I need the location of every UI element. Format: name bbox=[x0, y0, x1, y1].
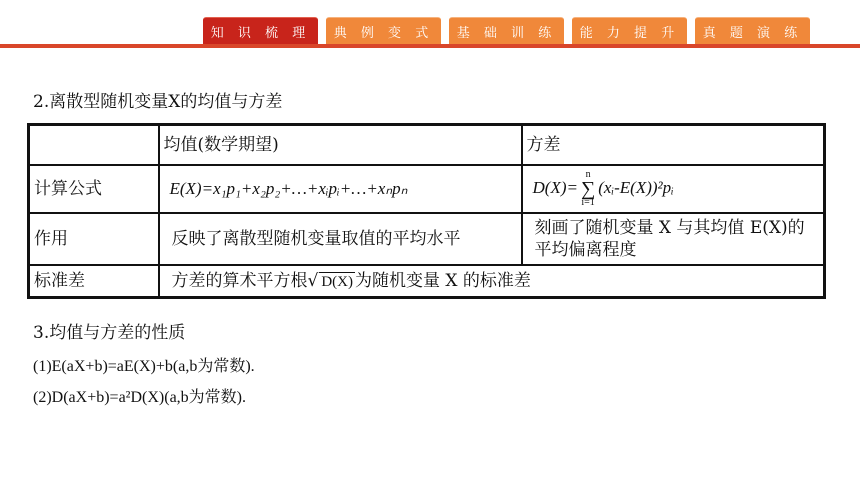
tab-typical-examples[interactable]: 典 例 变 式 bbox=[326, 17, 441, 44]
std-dev-definition bbox=[159, 265, 825, 298]
variance-purpose: 刻画了随机变量 X 与其均值 E(X)的平均偏离程度 bbox=[522, 213, 825, 265]
table-row-purpose bbox=[29, 213, 825, 265]
sigma-upper-limit: n bbox=[585, 169, 591, 180]
section-3-title: 3.均值与方差的性质 bbox=[33, 323, 186, 343]
std-dev-suffix: 为随机变量 X 的标准差 bbox=[355, 271, 531, 291]
tab-knowledge-review[interactable]: 知 识 梳 理 bbox=[203, 17, 318, 44]
mean-formula: E(X)=x₁p₁+x₂p₂+…+xᵢpᵢ+…+xₙpₙ bbox=[159, 165, 522, 213]
property-1: (1)E(aX+b)=aE(X)+b(a,b为常数). bbox=[33, 358, 255, 375]
table-row-formula bbox=[29, 165, 825, 213]
tab-basic-training[interactable]: 基 础 训 练 bbox=[449, 17, 564, 44]
std-dev-prefix: 方差的算术平方根 bbox=[171, 271, 308, 291]
tab-exam-practice[interactable]: 真 题 演 练 bbox=[695, 17, 810, 44]
section-2-title: 2.离散型随机变量X的均值与方差 bbox=[33, 92, 283, 112]
property-2: (2)D(aX+b)=a²D(X)(a,b为常数). bbox=[33, 389, 246, 406]
mean-purpose: 反映了离散型随机变量取值的平均水平 bbox=[159, 213, 522, 265]
variance-formula-lhs: D(X)= bbox=[532, 177, 578, 197]
row-label-std-dev: 标准差 bbox=[29, 265, 159, 298]
header-divider bbox=[0, 44, 860, 48]
header-cell-mean: 均值(数学期望) bbox=[159, 125, 522, 166]
summation-symbol: n ∑ i=1 bbox=[580, 169, 596, 208]
header-cell-variance: 方差 bbox=[522, 125, 825, 166]
variance-formula bbox=[522, 165, 825, 213]
sigma-lower-limit: i=1 bbox=[581, 197, 595, 208]
mean-variance-table bbox=[27, 123, 826, 299]
variance-formula-rhs: (xᵢ-E(X))²pᵢ bbox=[598, 177, 674, 197]
table-header-row bbox=[29, 125, 825, 166]
row-label-purpose: 作用 bbox=[29, 213, 159, 265]
sqrt-icon: √ bbox=[307, 271, 319, 291]
table-row-std-dev bbox=[29, 265, 825, 298]
std-dev-radicand: D(X) bbox=[321, 274, 353, 290]
row-label-formula: 计算公式 bbox=[29, 165, 159, 213]
nav-tabs bbox=[203, 17, 810, 44]
header-cell-empty bbox=[29, 125, 159, 166]
tab-ability-improvement[interactable]: 能 力 提 升 bbox=[572, 17, 687, 44]
